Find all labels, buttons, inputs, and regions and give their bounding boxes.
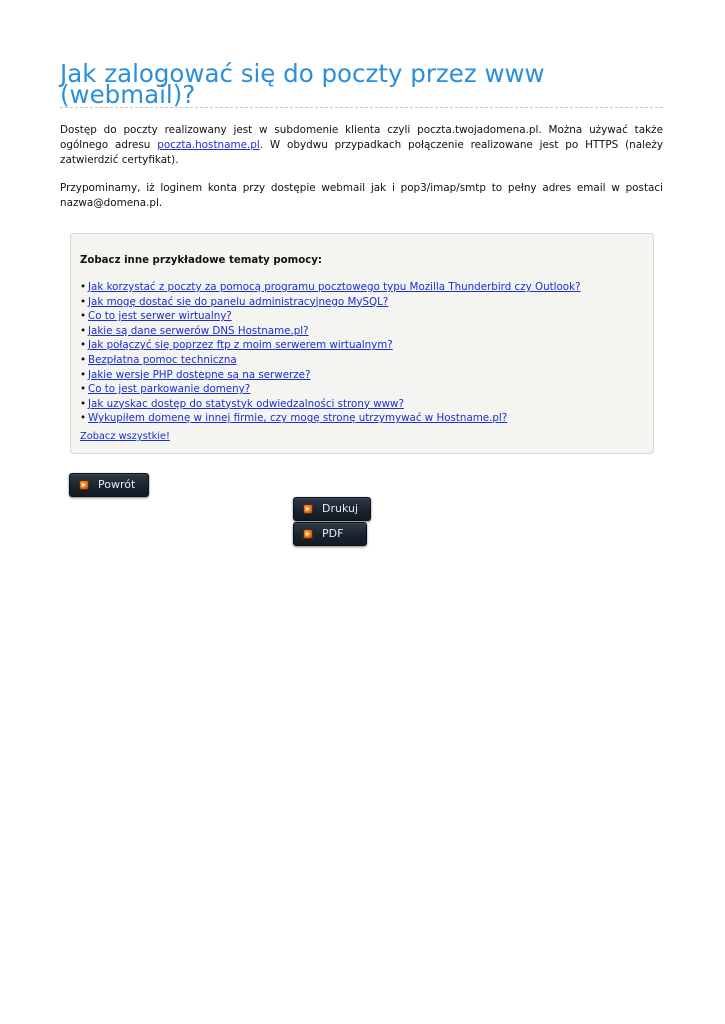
bullet-icon: •: [80, 353, 87, 366]
bullet-icon: •: [80, 368, 87, 381]
list-item: [80, 309, 581, 324]
topic-link[interactable]: Bezpłatna pomoc techniczna: [88, 353, 237, 366]
intro-text-after: . W obydwu przypadkach połączenie realizowane jest po HTTPS (należy zatwierdzić certyfikat).: [60, 139, 663, 166]
bullet-icon: •: [80, 397, 87, 410]
bullet-icon: •: [80, 324, 87, 337]
list-item: [80, 324, 581, 339]
list-item: [80, 295, 581, 310]
list-item: [80, 411, 581, 426]
list-item: [80, 397, 581, 412]
topic-link[interactable]: Jakie wersje PHP dostepne są na serwerze?: [88, 368, 311, 381]
page-title: Jak zalogować się do poczty przez www (webmail)?: [60, 59, 545, 109]
bullet-icon: •: [80, 412, 87, 425]
webmail-address-link[interactable]: poczta.hostname.pl: [157, 139, 260, 151]
print-button[interactable]: [293, 497, 371, 521]
pdf-button-label: PDF: [322, 527, 344, 540]
pdf-button[interactable]: [293, 522, 367, 546]
bullet-icon: •: [80, 339, 87, 352]
topic-link[interactable]: Jak uzyskac dostęp do statystyk odwiedzalności strony www?: [88, 397, 404, 410]
intro-paragraph: [60, 123, 663, 168]
topic-link[interactable]: Jak połączyć się poprzez ftp z moim serwerem wirtualnym?: [88, 339, 393, 352]
topic-link[interactable]: Co to jest parkowanie domeny?: [88, 383, 251, 396]
list-item: [80, 353, 581, 368]
list-item: [80, 382, 581, 397]
topic-link[interactable]: Wykupiłem domenę w innej firmie, czy mogę stronę utrzymywać w Hostname.pl?: [88, 412, 508, 425]
title-divider: [60, 107, 663, 108]
topic-link[interactable]: Jak mogę dostać się do panelu administracyjnego MySQL?: [88, 295, 389, 308]
login-reminder-paragraph: Przypominamy, iż loginem konta przy dostępie webmail jak i pop3/imap/smtp to pełny adres email w postaci nazwa@domena.pl.: [60, 182, 663, 209]
list-item: [80, 280, 581, 295]
related-topics-box: [70, 233, 654, 454]
bullet-icon: •: [80, 383, 87, 396]
topic-link[interactable]: Co to jest serwer wirtualny?: [88, 310, 232, 323]
topic-link[interactable]: Jakie są dane serwerów DNS Hostname.pl?: [88, 324, 309, 337]
print-button-label: Drukuj: [322, 502, 359, 515]
related-topics-heading: Zobacz inne przykładowe tematy pomocy:: [80, 255, 322, 266]
back-button[interactable]: [69, 473, 149, 497]
orange-arrow-icon: [79, 480, 89, 490]
list-item: [80, 368, 581, 383]
bullet-icon: •: [80, 310, 87, 323]
list-item: [80, 338, 581, 353]
orange-arrow-icon: [303, 529, 313, 539]
topic-link[interactable]: Jak korzystać z poczty za pomocą programu pocztowego typu Mozilla Thunderbird czy Outlook?: [88, 281, 581, 293]
intro-text-before: Dostęp do poczty realizowany jest w subdomenie klienta czyli poczta.twojadomena.pl. Można używać także ogólnego adresu: [60, 124, 663, 151]
see-all-link[interactable]: Zobacz wszystkie!: [80, 431, 170, 442]
orange-arrow-icon: [303, 504, 313, 514]
related-topics-list: [80, 280, 581, 426]
bullet-icon: •: [80, 281, 87, 293]
bullet-icon: •: [80, 295, 87, 308]
back-button-label: Powrót: [98, 478, 136, 491]
